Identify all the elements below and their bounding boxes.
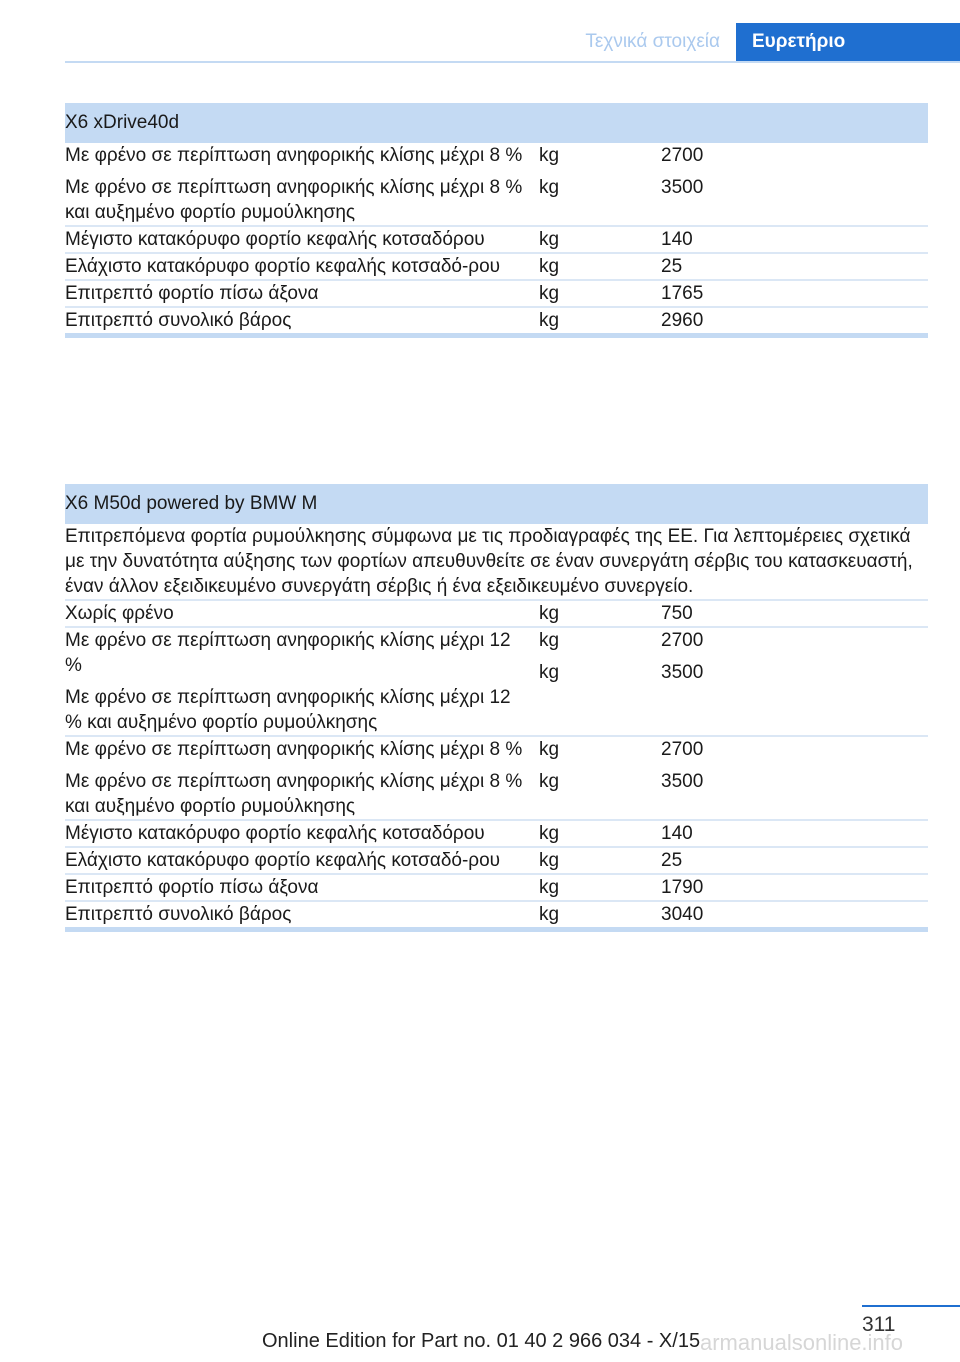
table-row <box>65 847 928 874</box>
row-label <box>65 627 539 736</box>
row-value: 25 <box>661 253 928 280</box>
row-value: 1765 <box>661 280 928 307</box>
row-unit: kg <box>539 901 661 930</box>
row-value <box>661 736 928 820</box>
row-value: 1790 <box>661 874 928 901</box>
table-title: X6 xDrive40d <box>65 103 928 143</box>
table-row <box>65 600 928 627</box>
tab-technical-data[interactable]: Τεχνικά στοιχεία <box>585 31 720 52</box>
table-row <box>65 143 928 226</box>
row-value: 750 <box>661 600 928 627</box>
row-label <box>65 143 539 226</box>
table-note-row <box>65 524 928 600</box>
row-label-line: Με φρένο σε περίπτωση ανηφορικής κλίσης μέχρι 12 % <box>65 630 511 676</box>
row-unit: kg <box>539 253 661 280</box>
row-value <box>661 627 928 736</box>
weight-value: 3500 <box>661 662 704 683</box>
row-value: 3040 <box>661 901 928 930</box>
spec-table-m50d <box>65 484 928 932</box>
row-label-line: Με φρένο σε περίπτωση ανηφορικής κλίσης μέχρι 8 % και αυξημένο φορτίο ρυμούλκησης <box>65 177 523 223</box>
row-label-line: Με φρένο σε περίπτωση ανηφορικής κλίσης μέχρι 8 % <box>65 739 523 760</box>
row-value: 25 <box>661 847 928 874</box>
unit-value: kg <box>539 177 560 198</box>
table-row <box>65 226 928 253</box>
row-value <box>661 143 928 226</box>
unit-value: kg <box>539 145 560 166</box>
row-unit: kg <box>539 820 661 847</box>
row-unit: kg <box>539 600 661 627</box>
table-title-row <box>65 484 928 524</box>
row-label-line: Με φρένο σε περίπτωση ανηφορικής κλίσης μέχρι 8 % και αυξημένο φορτίο ρυμούλκησης <box>65 771 523 817</box>
row-label: Χωρίς φρένο <box>65 600 539 627</box>
row-value: 140 <box>661 820 928 847</box>
row-label-line: Με φρένο σε περίπτωση ανηφορικής κλίσης μέχρι 12 % και αυξημένο φορτίο ρυμούλκησης <box>65 687 511 733</box>
unit-value: kg <box>539 739 560 760</box>
row-unit: kg <box>539 874 661 901</box>
table-row <box>65 280 928 307</box>
row-label-line: Με φρένο σε περίπτωση ανηφορικής κλίσης μέχρι 8 % <box>65 145 523 166</box>
table-row <box>65 901 928 930</box>
weight-value: 2700 <box>661 145 704 166</box>
unit-value: kg <box>539 630 560 651</box>
row-label: Επιτρεπτό φορτίο πίσω άξονα <box>65 874 539 901</box>
row-unit: kg <box>539 226 661 253</box>
table-row <box>65 253 928 280</box>
weight-value: 2700 <box>661 630 704 651</box>
row-unit: kg <box>539 307 661 336</box>
row-unit: kg <box>539 280 661 307</box>
spec-table-xdrive40d <box>65 103 928 338</box>
edition-footer: Online Edition for Part no. 01 40 2 966 034 - X/15 <box>262 1330 701 1352</box>
weight-value: 2700 <box>661 739 704 760</box>
weight-value: 3500 <box>661 771 704 792</box>
unit-value: kg <box>539 662 560 683</box>
row-label: Μέγιστο κατακόρυφο φορτίο κεφαλής κοτσαδόρου <box>65 226 539 253</box>
row-label: Επιτρεπτό συνολικό βάρος <box>65 901 539 930</box>
page-number: 311 <box>862 1313 896 1336</box>
row-unit <box>539 627 661 736</box>
row-label: Επιτρεπτό φορτίο πίσω άξονα <box>65 280 539 307</box>
row-label: Ελάχιστο κατακόρυφο φορτίο κεφαλής κοτσαδό-ρου <box>65 253 539 280</box>
page-number-rule <box>862 1305 960 1307</box>
row-label: Επιτρεπτό συνολικό βάρος <box>65 307 539 336</box>
row-value: 140 <box>661 226 928 253</box>
table-row <box>65 307 928 336</box>
row-unit <box>539 143 661 226</box>
row-value: 2960 <box>661 307 928 336</box>
page-header <box>0 23 960 63</box>
row-label <box>65 736 539 820</box>
row-unit <box>539 736 661 820</box>
table-row <box>65 874 928 901</box>
row-label: Μέγιστο κατακόρυφο φορτίο κεφαλής κοτσαδόρου <box>65 820 539 847</box>
weight-value: 3500 <box>661 177 704 198</box>
unit-value: kg <box>539 771 560 792</box>
table-note: Επιτρεπόμενα φορτία ρυμούλκησης σύμφωνα με τις προδιαγραφές της ΕΕ. Για λεπτομέρειες σχετικά με την δυνατότητα αύξησης των φορτίων απευθυνθείτε σε έναν συνεργάτη σέρβις του κατασκευαστή, έναν άλλον εξειδικευμένο συνεργάτη σέρβις ή ένα εξειδικευμένο συνεργείο. <box>65 524 928 600</box>
table-title-row <box>65 103 928 143</box>
row-unit: kg <box>539 847 661 874</box>
table-title: X6 M50d powered by BMW M <box>65 484 928 524</box>
table-row <box>65 820 928 847</box>
header-divider <box>65 61 960 63</box>
tab-index[interactable]: Ευρετήριο <box>736 23 960 61</box>
table-row <box>65 736 928 820</box>
watermark: armanualsonline.info <box>700 1330 904 1355</box>
row-label: Ελάχιστο κατακόρυφο φορτίο κεφαλής κοτσαδό-ρου <box>65 847 539 874</box>
table-row <box>65 627 928 736</box>
